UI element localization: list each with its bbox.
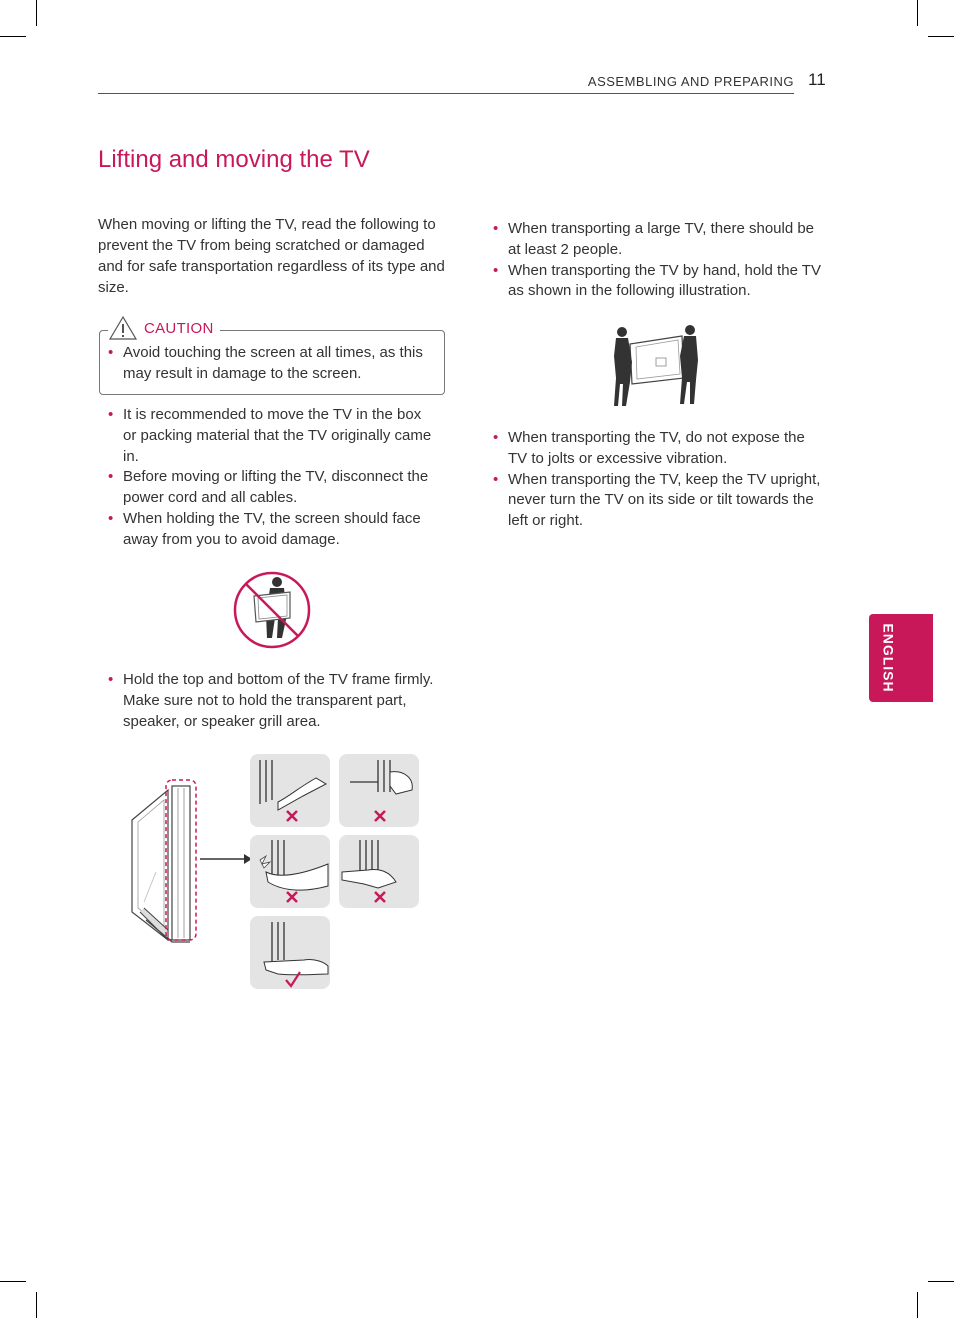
transport-tips-list: [493, 219, 823, 302]
crop-mark: [36, 0, 37, 26]
holding-panel-wrong-2: [339, 754, 419, 827]
pointer-arrow: [200, 854, 252, 864]
crop-mark: [36, 1292, 37, 1318]
holding-panel-wrong-1: [250, 754, 330, 827]
header-rule: [98, 93, 794, 94]
list-item: • When transporting the TV by hand, hold the TV as shown in the following illustration.: [493, 261, 823, 303]
tv-side-view: [132, 786, 190, 942]
person-figure: [680, 325, 698, 404]
list-item: • It is recommended to move the TV in the box or packing material that the TV originally came in.: [108, 405, 438, 467]
prohibited-carry-illustration: [232, 570, 312, 650]
hold-tips-list: [108, 670, 438, 732]
section-header: ASSEMBLING AND PREPARING: [587, 74, 794, 89]
language-tab-label-wrap: [869, 614, 909, 702]
list-item: • Hold the top and bottom of the TV frame firmly. Make sure not to hold the transparent part, speaker, or speaker grill area.: [108, 670, 438, 732]
crop-mark: [917, 1292, 918, 1318]
crop-mark: [917, 0, 918, 26]
list-item: • When holding the TV, the screen should face away from you to avoid damage.: [108, 509, 438, 551]
crop-mark: [0, 36, 26, 37]
tv-outline: [630, 336, 684, 384]
crop-mark: [928, 1281, 954, 1282]
caution-label: CAUTION: [144, 319, 214, 337]
crop-mark: [0, 1281, 26, 1282]
intro-paragraph: When moving or lifting the TV, read the following to prevent the TV from being scratched or damaged and for safe transportation regardless of its type and size.: [98, 216, 445, 296]
holding-panel-correct: [250, 916, 330, 989]
person-figure: [614, 327, 632, 406]
crop-mark: [928, 36, 954, 37]
warning-triangle-icon: [108, 315, 138, 341]
tv-holding-illustration: [128, 752, 424, 994]
transport-safety-list: [493, 428, 823, 532]
list-item: • When transporting the TV, keep the TV upright, never turn the TV on its side or tilt towards the left or right.: [493, 470, 823, 532]
list-item: • When transporting a large TV, there should be at least 2 people.: [493, 219, 823, 261]
caution-list: [108, 343, 426, 385]
page-title: Lifting and moving the TV: [98, 146, 370, 173]
page-number: 11: [808, 70, 826, 89]
two-person-carry-illustration: [610, 322, 702, 408]
language-tab-label: ENGLISH: [881, 623, 898, 693]
moving-tips-list: [108, 405, 438, 551]
list-item: • Before moving or lifting the TV, disconnect the power cord and all cables.: [108, 467, 438, 509]
list-item: • When transporting the TV, do not expose the TV to jolts or excessive vibration.: [493, 428, 823, 470]
holding-panel-wrong-3: [250, 835, 330, 908]
caution-item: • Avoid touching the screen at all times, as this may result in damage to the screen.: [108, 343, 426, 385]
caution-header: [108, 312, 220, 344]
holding-panel-wrong-4: [339, 835, 419, 908]
